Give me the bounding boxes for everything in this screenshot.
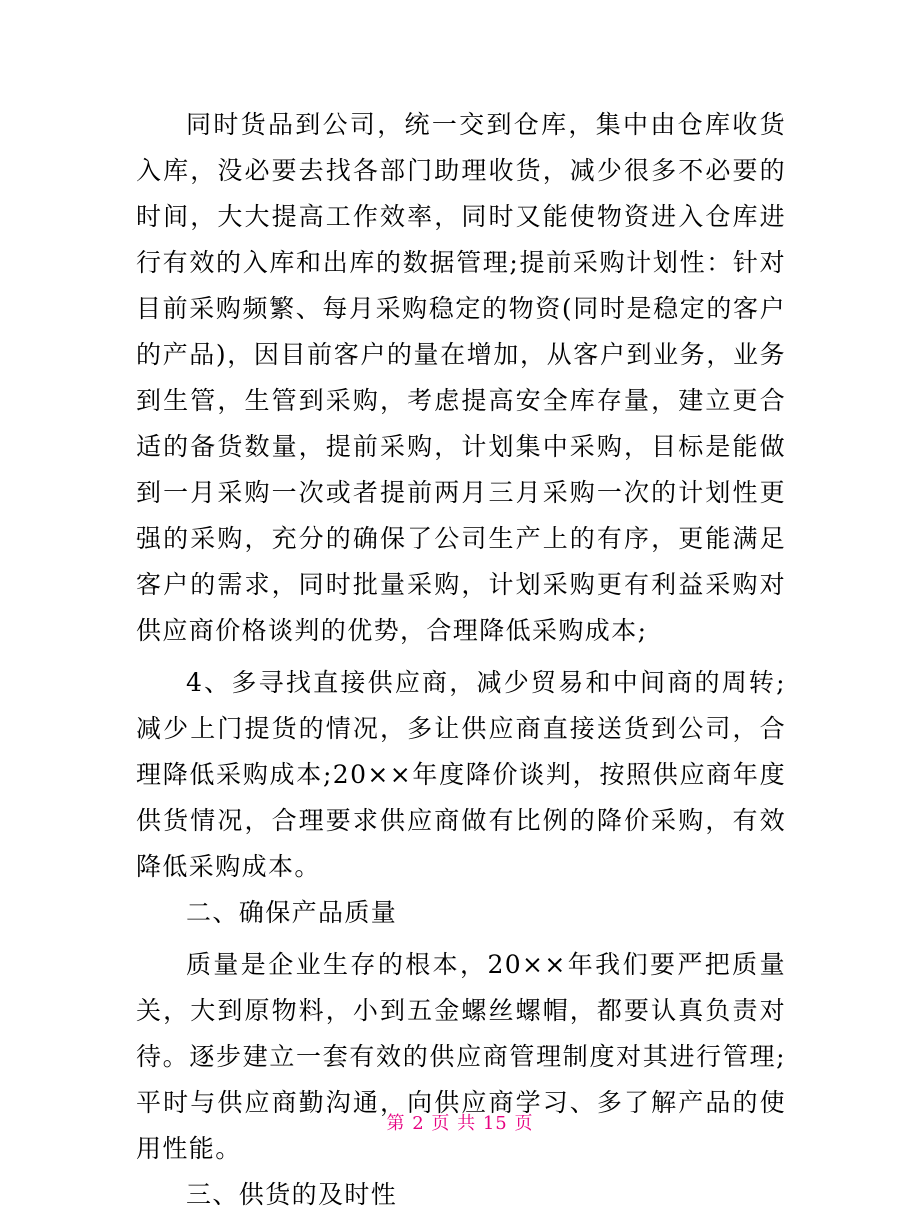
paragraph-direct-suppliers: 4、多寻找直接供应商，减少贸易和中间商的周转;减少上门提货的情况，多让供应商直接送货到公司，合理降低采购成本;20××年度降价谈判，按照供应商年度供货情况，合理要求供应商做有比例的降价采购，有效降低采购成本。 [136,668,786,881]
paragraph-procurement-plan: 同时货品到公司，统一交到仓库，集中由仓库收货入库，没必要去找各部门助理收货，减少很多不必要的时间，大大提高工作效率，同时又能使物资进入仓库进行有效的入库和出库的数据管理;提前采购计划性：针对目前采购频繁、每月采购稳定的物资(同时是稳定的客户的产品)，因目前客户的量在增加，从客户到业务，业务到生管，生管到采购，考虑提高安全库存量，建立更合适的备货数量，提前采购，计划集中采购，目标是能做到一月采购一次或者提前两月三月采购一次的计划性更强的采购，充分的确保了公司生产上的有序，更能满足客户的需求，同时批量采购，计划采购更有利益采购对供应商价格谈判的优势，合理降低采购成本; [136,110,786,645]
page-number-footer: 第 2 页 共 15 页 [386,1113,534,1134]
section-heading-timeliness: 三、供货的及时性 [186,1180,398,1209]
document-body [136,102,786,1218]
paragraph-quality: 质量是企业生存的根本，20××年我们要严把质量关，大到原物料，小到五金螺丝螺帽，都要认真负责对待。逐步建立一套有效的供应商管理制度对其进行管理;平时与供应商勤沟通，向供应商学习、多了解产品的使用性能。 [136,950,786,1163]
section-heading-quality: 二、确保产品质量 [186,898,398,927]
